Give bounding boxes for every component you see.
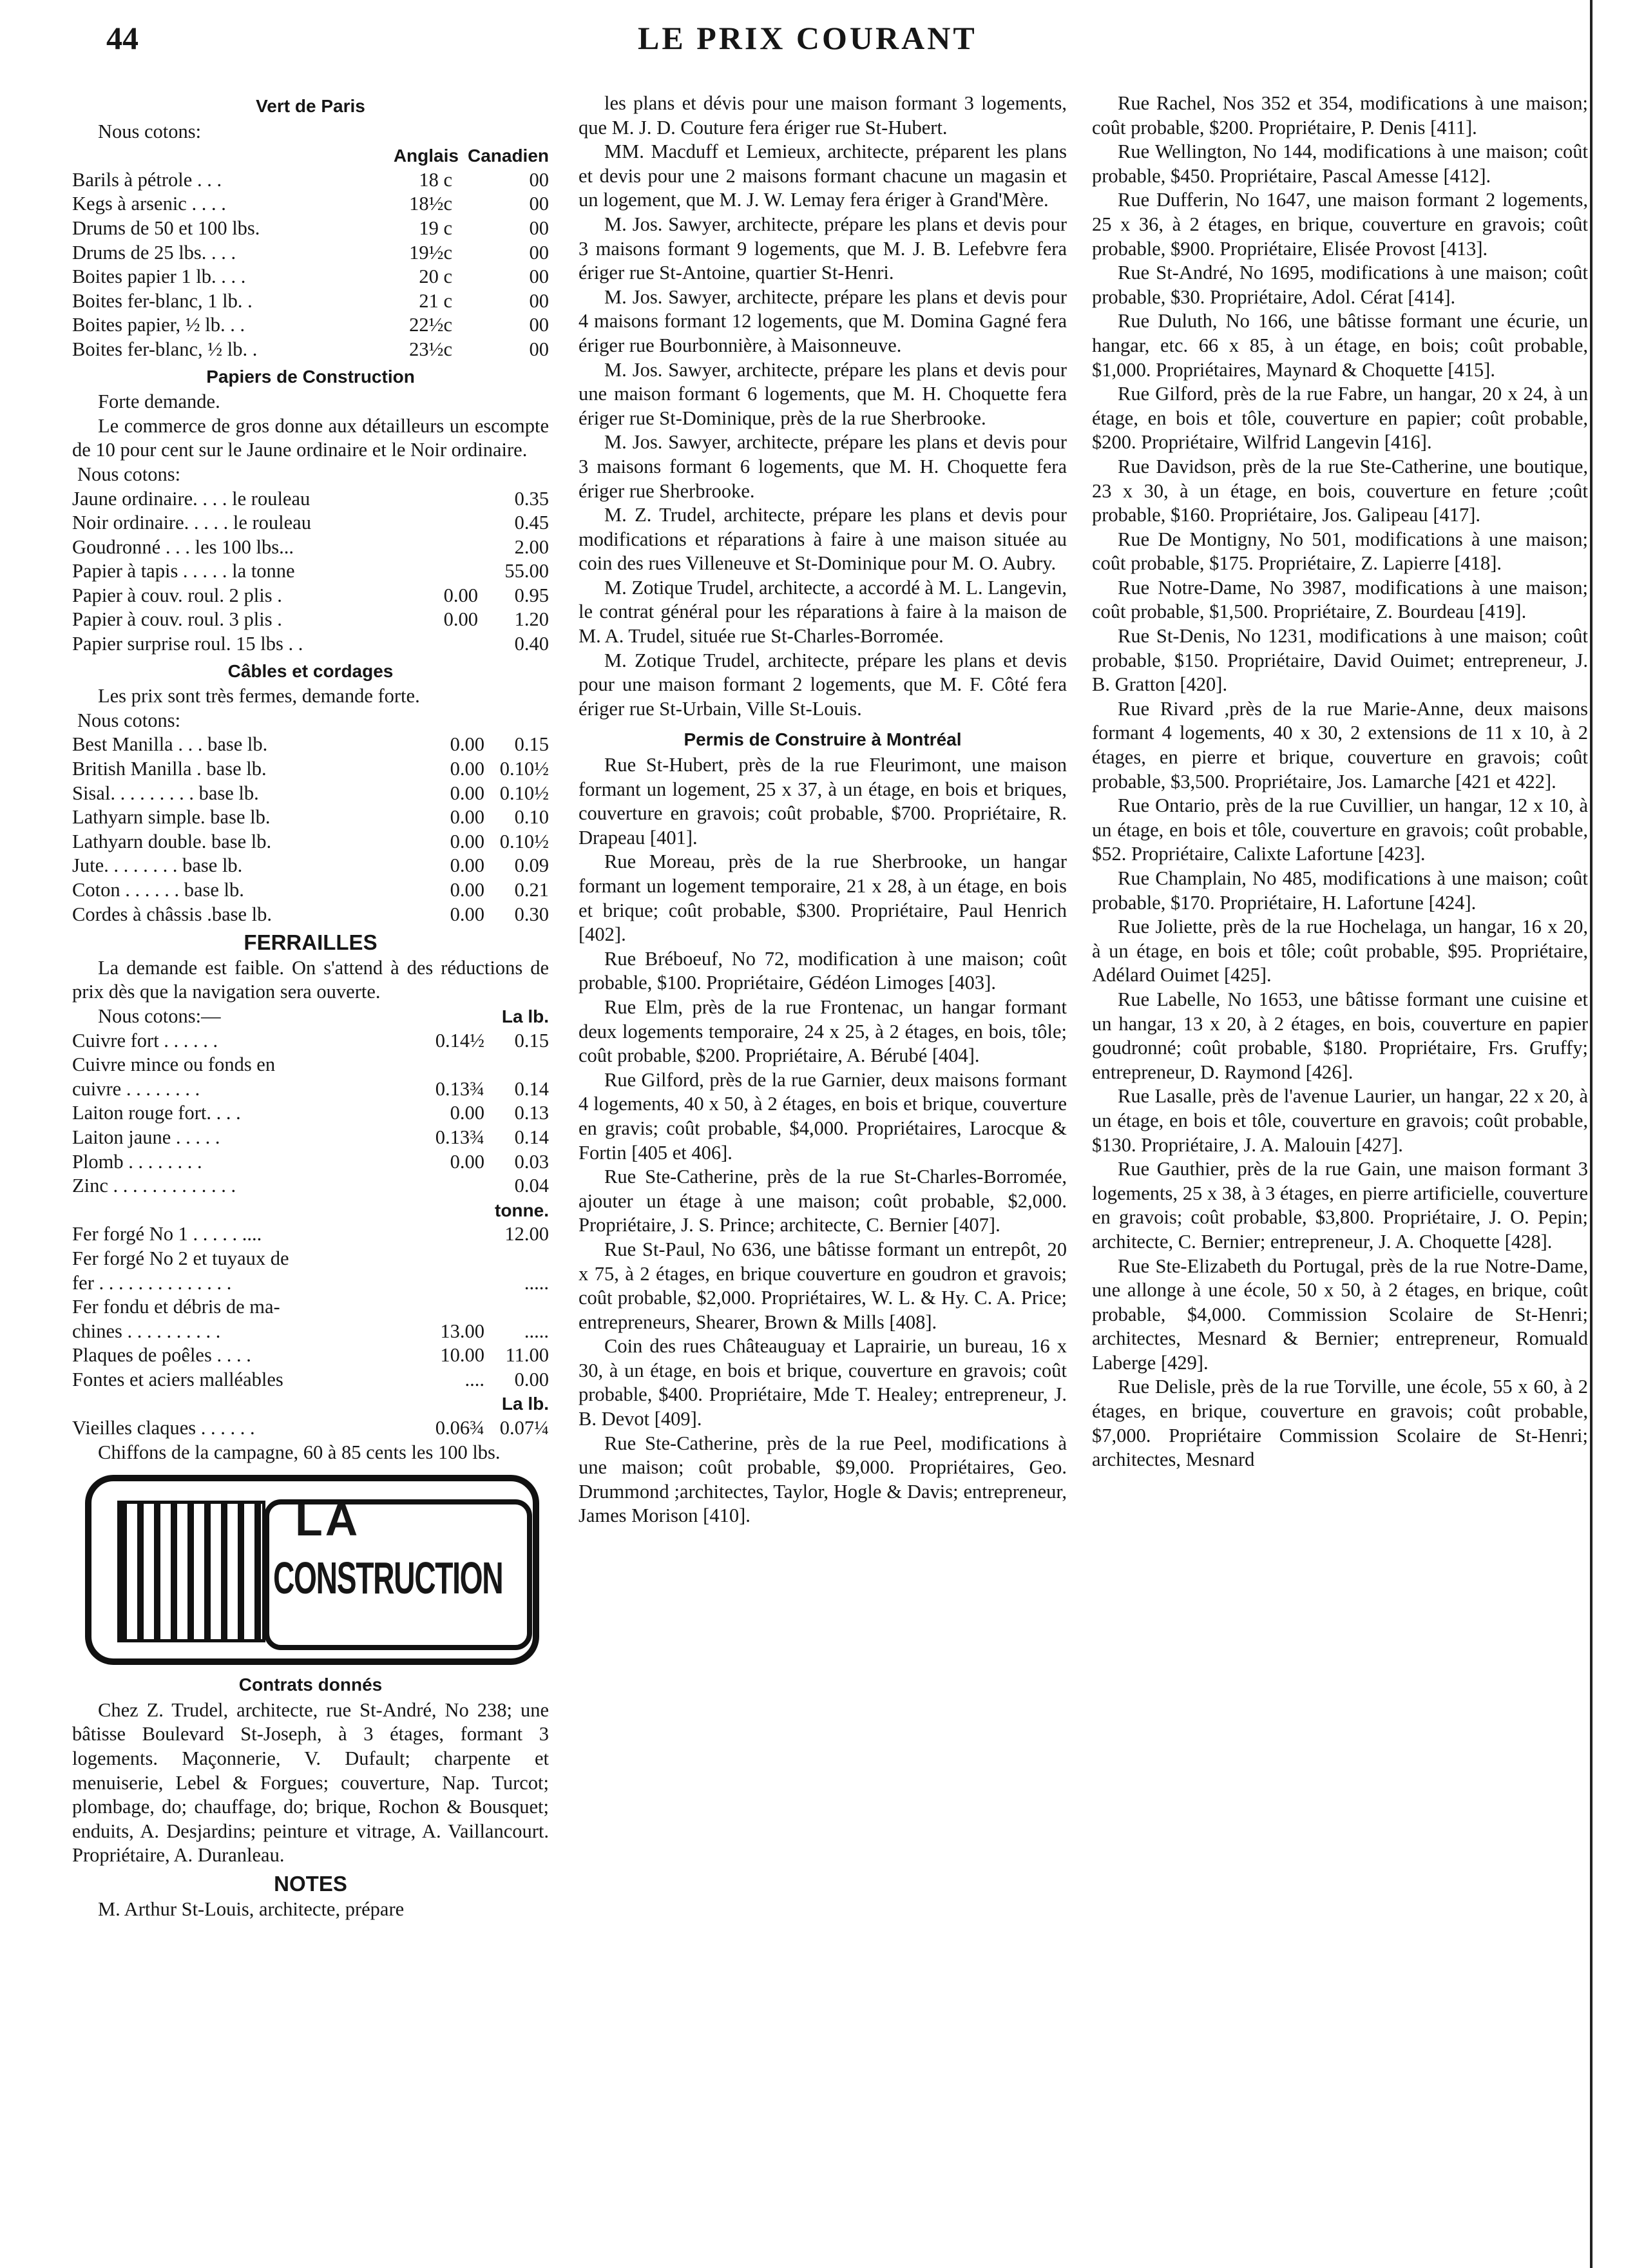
column-3 bbox=[1092, 91, 1588, 1472]
permit-entry: Rue St-Denis, No 1231, modifications à une maison; coût probable, $150. Propriétaire, David Ouimet; entrepreneur, J. B. Gratton [420]. bbox=[1092, 625, 1588, 696]
price-row bbox=[72, 192, 549, 216]
price-b: ..... bbox=[524, 1320, 549, 1342]
permit-entry: Rue Duluth, No 166, une bâtisse formant une écurie, un hangar, etc. 66 x 85, à un étage, en bois; coût probable, $1,000. Propriétaires, Maynard & Choquette [415]. bbox=[1092, 310, 1588, 381]
price-row bbox=[72, 1271, 549, 1296]
price-b: 1.20 bbox=[514, 608, 549, 631]
price-b: 00 bbox=[529, 241, 549, 264]
item-label: Best Manilla . . . base lb. bbox=[72, 733, 268, 756]
price-b: 00 bbox=[529, 265, 549, 288]
permit-entry: Rue Moreau, près de la rue Sherbrooke, un hangar formant un logement temporaire, 21 x 28, à un étage, en bois et brique; coût probable, $300. Propriétaire, Paul Henrich [402]. bbox=[579, 850, 1067, 946]
papiers-p1: Forte demande. bbox=[98, 390, 220, 413]
item-label: Plomb . . . . . . . . bbox=[72, 1150, 202, 1173]
price-a bbox=[407, 1053, 484, 1077]
permit-entry: Rue Notre-Dame, No 3987, modifications à une maison; coût probable, $1,500. Propriétaire, Z. Bourdeau [419]. bbox=[1092, 576, 1588, 623]
price-b: 11.00 bbox=[505, 1344, 549, 1367]
notes-p1: M. Arthur St-Louis, architecte, prépare bbox=[98, 1898, 405, 1920]
permit-entry: Rue Ontario, près de la rue Cuvillier, un hangar, 12 x 10, à un étage, en bois et tôle, couverture en gravois; coût probable, $52. Propriétaire, Calixte Lafortune [423]. bbox=[1092, 794, 1588, 865]
price-row bbox=[72, 1368, 549, 1392]
price-row bbox=[72, 313, 549, 338]
column-1 bbox=[72, 91, 549, 1921]
permit-entry: Rue Gauthier, près de la rue Gain, une maison formant 3 logements, 25 x 38, à 3 étages, en pierre artificielle, couverture en gravois; coût probable, $3,800. Propriétaire, J. O. Pepin; architecte, C. Bernier; entrepreneur, J. A. Choquette [428]. bbox=[1092, 1158, 1588, 1253]
price-a: 20 c bbox=[419, 265, 452, 288]
price-a: 0.00 bbox=[443, 608, 478, 631]
price-a bbox=[401, 511, 478, 535]
price-a: 19 c bbox=[419, 216, 452, 239]
price-row bbox=[72, 289, 549, 314]
permit-entry: Rue Wellington, No 144, modifications à une maison; coût probable, $450. Propriétaire, Pascal Amesse [412]. bbox=[1092, 140, 1588, 187]
item-label: Goudronné . . . les 100 lbs... bbox=[72, 535, 294, 558]
permit-entry: Rue Labelle, No 1653, une bâtisse formant une cuisine et un hangar, 13 x 20, à 2 étages, en bois, couverture en papier goudronné; coût probable, $180. Propriétaire, Frs. Gruffy; entrepreneur, D. Raymond [426]. bbox=[1092, 988, 1588, 1083]
price-b: 0.07¼ bbox=[499, 1417, 549, 1439]
item-label: Cuivre mince ou fonds en bbox=[72, 1053, 276, 1076]
price-b: 0.09 bbox=[514, 854, 549, 877]
price-a bbox=[401, 487, 478, 512]
price-b: 00 bbox=[529, 168, 549, 191]
ferrailles-intro: Nous cotons:— bbox=[98, 1004, 221, 1027]
price-row bbox=[72, 733, 549, 757]
vert-col-headers bbox=[72, 144, 549, 168]
price-a: 0.14½ bbox=[435, 1029, 484, 1052]
item-label: Fer fondu et débris de ma- bbox=[72, 1296, 280, 1318]
price-b: 0.13 bbox=[514, 1102, 549, 1124]
page-edge-rule bbox=[1590, 0, 1593, 2268]
logo-text-box bbox=[264, 1495, 532, 1650]
price-a: 19½c bbox=[409, 241, 452, 264]
price-row bbox=[72, 241, 549, 265]
permis-list-col2 bbox=[579, 753, 1067, 1528]
price-row bbox=[72, 338, 549, 362]
column-2 bbox=[579, 91, 1067, 1528]
section-title-ferrailles: FERRAILLES bbox=[244, 930, 378, 955]
cables-intro: Nous cotons: bbox=[77, 709, 181, 731]
price-row bbox=[72, 265, 549, 289]
cables-p1: Les prix sont très fermes, demande forte. bbox=[98, 685, 420, 707]
ferrailles-table-2 bbox=[72, 1222, 549, 1392]
price-b: 0.10½ bbox=[499, 758, 549, 780]
page-number: 44 bbox=[106, 20, 139, 56]
price-b: 0.15 bbox=[514, 733, 549, 756]
la-construction-logo bbox=[85, 1475, 539, 1665]
permit-entry: Rue Gilford, près de la rue Garnier, deux maisons formant 4 logements, 40 x 50, à 2 étages, en bois et brique, couverture en gravis; coût probable, $4,000. Propriétaires, Larocque & Fortin [405 et 406]. bbox=[579, 1068, 1067, 1164]
price-b: 0.14 bbox=[514, 1077, 549, 1100]
note-paragraph: M. Jos. Sawyer, architecte, prépare les plans et devis pour 3 maisons formant 6 logements, que M. H. Choquette fera ériger rue Sherbrooke. bbox=[579, 431, 1067, 502]
item-label: Cordes à châssis .base lb. bbox=[72, 903, 273, 925]
papiers-table bbox=[72, 487, 549, 657]
note-paragraph: M. Z. Trudel, architecte, prépare les plans et devis pour modifications et réparations à faire à une maison située au coin des rues Villeneuve et St-Dominique pour M. O. Aubry. bbox=[579, 504, 1067, 575]
note-paragraph: MM. Macduff et Lemieux, architecte, préparent les plans et devis pour une 2 maisons formant chacune un magasin et un logement, que M. J. W. Lemay fera ériger à Grand'Mère. bbox=[579, 140, 1067, 211]
price-a: 0.00 bbox=[450, 1102, 484, 1124]
ferrailles-intro-row bbox=[72, 1004, 549, 1029]
item-label: Drums de 50 et 100 lbs. bbox=[72, 216, 260, 239]
price-a: 0.00 bbox=[443, 584, 478, 606]
price-b: 0.04 bbox=[514, 1175, 549, 1197]
price-a: 0.00 bbox=[450, 782, 484, 804]
note-paragraph: M. Zotique Trudel, architecte, prépare les plans et devis pour une maison formant 2 logements, que M. F. Côté fera ériger rue St-Urbain, Ville St-Louis. bbox=[579, 649, 1067, 720]
note-paragraph: les plans et dévis pour une maison formant 3 logements, que M. J. D. Couture fera ériger rue St-Hubert. bbox=[579, 92, 1067, 139]
item-label: British Manilla . base lb. bbox=[72, 758, 267, 780]
price-a: 0.00 bbox=[450, 1150, 484, 1173]
price-row bbox=[72, 878, 549, 903]
price-a: 10.00 bbox=[440, 1344, 484, 1367]
price-a: 18 c bbox=[419, 168, 452, 191]
price-a: 0.00 bbox=[450, 854, 484, 877]
price-row bbox=[72, 1343, 549, 1368]
permit-entry: Rue Elm, près de la rue Frontenac, un hangar formant deux logements temporaire, 24 x 25, à 2 étages, en bois, tôle; coût probable, $200. Propriétaire, A. Bérubé [404]. bbox=[579, 995, 1067, 1067]
price-b: 0.14 bbox=[514, 1126, 549, 1148]
price-b: 0.35 bbox=[514, 487, 549, 510]
permit-entry: Rue Champlain, No 485, modifications à une maison; coût probable, $170. Propriétaire, H. Lafortune [424]. bbox=[1092, 867, 1588, 914]
vert-col-a: Anglais bbox=[393, 146, 459, 166]
permit-entry: Rue Joliette, près de la rue Hochelaga, un hangar, 16 x 20, à un étage, en bois et tôle; coût probable, $95. Propriétaire, Adélard Ouimet [425]. bbox=[1092, 916, 1588, 986]
item-label: Laiton rouge fort. . . . bbox=[72, 1102, 241, 1124]
price-b: 0.21 bbox=[514, 879, 549, 901]
price-row bbox=[72, 1174, 549, 1198]
ferrailles-table-1 bbox=[72, 1029, 549, 1198]
permit-entry: Coin des rues Châteauguay et Laprairie, un bureau, 16 x 30, à un étage, en bois et brique, couverture en gravois; coût probable, $400. Propriétaire, Mde T. Healey; entrepreneur, J. B. Devot [409]. bbox=[579, 1335, 1067, 1430]
item-label: Noir ordinaire. . . . . le rouleau bbox=[72, 512, 311, 534]
price-b: 0.10½ bbox=[499, 830, 549, 852]
price-row bbox=[72, 854, 549, 878]
price-row bbox=[72, 1077, 549, 1102]
price-row bbox=[72, 1222, 549, 1247]
item-label: Cuivre fort . . . . . . bbox=[72, 1029, 218, 1052]
price-row bbox=[72, 1320, 549, 1344]
price-row bbox=[72, 805, 549, 830]
price-row bbox=[72, 216, 549, 241]
price-b: 00 bbox=[529, 314, 549, 336]
price-row bbox=[72, 632, 549, 657]
contrats-p1: Chez Z. Trudel, architecte, rue St-André, No 238; une bâtisse Boulevard St-Joseph, à 3 étages, formant 3 logements. Maçonnerie, V. Dufault; charpente et menuiserie, Lebel & Forgues; couverture, Nap. Turcot; plombage, do; chauffage, do; brique, Rochon & Bousquet; enduits, A. Desjardins; peinture et vitrage, A. Vaillancourt. Propriétaire, A. Duranleau. bbox=[72, 1698, 549, 1867]
section-title-permis: Permis de Construire à Montréal bbox=[684, 729, 962, 750]
permit-entry: Rue Rivard ,près de la rue Marie-Anne, deux maisons formant 4 logements, 40 x 30, 2 extensions de 11 x 10, à 2 étages, en pierre et brique, couverture en gravois; coût probable, $3,500. Propriétaire, Jos. Lamarche [421 et 422]. bbox=[1092, 697, 1588, 793]
permit-entry: Rue Gilford, près de la rue Fabre, un hangar, 20 x 24, à un étage, en bois et tôle, couverture en papier; coût probable, $200. Propriétaire, Wilfrid Langevin [416]. bbox=[1092, 383, 1588, 454]
price-b: 00 bbox=[529, 338, 549, 360]
price-a bbox=[401, 559, 478, 584]
price-a: 0.00 bbox=[450, 879, 484, 901]
price-b bbox=[484, 1295, 549, 1320]
item-label: fer . . . . . . . . . . . . . . bbox=[72, 1271, 232, 1294]
section-title-cables: Câbles et cordages bbox=[227, 660, 394, 681]
item-label: Laiton jaune . . . . . bbox=[72, 1126, 220, 1148]
price-row bbox=[72, 1295, 549, 1320]
price-row bbox=[72, 830, 549, 854]
price-row bbox=[72, 559, 549, 584]
item-label: Lathyarn simple. base lb. bbox=[72, 806, 271, 829]
price-a: 18½c bbox=[409, 193, 452, 215]
ferrailles-unit-2: tonne. bbox=[495, 1200, 549, 1220]
price-a bbox=[407, 1222, 484, 1247]
cables-table bbox=[72, 733, 549, 927]
price-a bbox=[407, 1271, 484, 1296]
price-b: 00 bbox=[529, 289, 549, 312]
permit-entry: Rue St-Paul, No 636, une bâtisse formant un entrepôt, 20 x 75, à 2 étages, en brique couverture en goudron et gravois; coût probable, $2,000. Propriétaires, W. L. & Hy. C. A. Price; entrepreneurs, Shearer, Brown & Mills [408]. bbox=[579, 1238, 1067, 1333]
price-a: 23½c bbox=[409, 338, 452, 360]
vert-table bbox=[72, 168, 549, 362]
price-b: ..... bbox=[524, 1271, 549, 1294]
permit-entry: Rue Rachel, Nos 352 et 354, modifications à une maison; coût probable, $200. Propriétaire, P. Denis [411]. bbox=[1092, 92, 1588, 139]
permit-entry: Rue Lasalle, près de l'avenue Laurier, un hangar, 22 x 20, à un étage, en bois et tôle, couverture en gravois; coût probable, $130. Propriétaire, J. A. Malouin [427]. bbox=[1092, 1085, 1588, 1156]
vert-intro: Nous cotons: bbox=[98, 120, 202, 142]
price-a: 0.00 bbox=[450, 758, 484, 780]
price-a bbox=[407, 1295, 484, 1320]
permit-entry: Rue Ste-Elizabeth du Portugal, près de la rue Notre-Dame, une allonge à une école, 50 x 50, à 2 étages, en brique, coût probable, $4,000. Commission Scolaire de St-Henri; architectes, Mesnard & Bernier; entrepreneur, Romuald Laberge [429]. bbox=[1092, 1254, 1588, 1374]
price-row bbox=[72, 168, 549, 193]
papiers-p2: Le commerce de gros donne aux détailleurs un escompte de 10 pour cent sur le Jaune ordinaire et le Noir ordinaire. bbox=[72, 414, 549, 461]
price-b: 0.45 bbox=[514, 512, 549, 534]
permit-entry: Rue Ste-Catherine, près de la rue Peel, modifications à une maison; coût probable, $9,000. Propriétaires, Geo. Drummond ;architectes, Taylor, Hogle & Davis; entrepreneur, James Morison [410]. bbox=[579, 1432, 1067, 1527]
price-b bbox=[484, 1247, 549, 1271]
price-b: 0.00 bbox=[514, 1368, 549, 1390]
item-label: Drums de 25 lbs. . . . bbox=[72, 241, 236, 264]
ferrailles-p1: La demande est faible. On s'attend à des réductions de prix dès que la navigation sera ouverte. bbox=[72, 956, 549, 1003]
item-label: Plaques de poêles . . . . bbox=[72, 1344, 251, 1367]
section-title-papiers: Papiers de Construction bbox=[206, 366, 415, 387]
price-b: 0.10½ bbox=[499, 782, 549, 804]
price-row bbox=[72, 487, 549, 512]
price-b: 55.00 bbox=[504, 560, 549, 582]
ferrailles-unit-3: La lb. bbox=[501, 1394, 549, 1414]
permis-list-col3 bbox=[1092, 91, 1588, 1472]
notes-continued bbox=[579, 91, 1067, 721]
price-b: 0.95 bbox=[514, 584, 549, 606]
permit-entry: Rue Bréboeuf, No 72, modification à une maison; coût probable, $100. Propriétaire, Gédéon Limoges [403]. bbox=[579, 947, 1067, 994]
price-row bbox=[72, 903, 549, 927]
item-label: Lathyarn double. base lb. bbox=[72, 830, 272, 852]
note-paragraph: M. Jos. Sawyer, architecte, prépare les plans et devis pour 3 maisons formant 9 logements, que M. J. B. Lefebvre fera ériger rue St-Antoine, quartier St-Henri. bbox=[579, 213, 1067, 284]
price-row bbox=[72, 535, 549, 560]
permit-entry: Rue St-Hubert, près de la rue Fleurimont, une maison formant un logement, 25 x 37, à un étage, en bois et briques, couverture en gravois; coût probable, $700. Propriétaire, R. Drapeau [401]. bbox=[579, 754, 1067, 849]
section-title-contrats: Contrats donnés bbox=[238, 1675, 383, 1695]
note-paragraph: M. Zotique Trudel, architecte, a accordé à M. L. Langevin, le contrat général pour les réparations à faire à la maison de M. A. Trudel, située rue St-Charles-Borromée. bbox=[579, 576, 1067, 648]
note-paragraph: M. Jos. Sawyer, architecte, prépare les plans et devis pour une maison formant 6 logements, que M. H. Choquette fera ériger rue St-Dominique, près de la rue Sherbrooke. bbox=[579, 358, 1067, 429]
item-label: Boites fer-blanc, ½ lb. . bbox=[72, 338, 258, 360]
price-b: 00 bbox=[529, 216, 549, 239]
price-b: 0.03 bbox=[514, 1150, 549, 1173]
ferrailles-table-3 bbox=[72, 1416, 549, 1441]
item-label: Vieilles claques . . . . . . bbox=[72, 1417, 255, 1439]
item-label: Kegs à arsenic . . . . bbox=[72, 193, 226, 215]
price-b: 0.30 bbox=[514, 903, 549, 925]
item-label: Fontes et aciers malléables bbox=[72, 1368, 283, 1390]
item-label: Boites papier, ½ lb. . . bbox=[72, 314, 245, 336]
price-row bbox=[72, 1150, 549, 1175]
item-label: Boites fer-blanc, 1 lb. . bbox=[72, 289, 253, 312]
price-a bbox=[401, 632, 478, 657]
price-a: 13.00 bbox=[440, 1320, 484, 1342]
item-label: Coton . . . . . . base lb. bbox=[72, 879, 244, 901]
price-a: 22½c bbox=[409, 314, 452, 336]
price-a: 21 c bbox=[419, 289, 452, 312]
item-label: Jaune ordinaire. . . . le rouleau bbox=[72, 487, 311, 510]
price-b: 12.00 bbox=[504, 1223, 549, 1245]
item-label: Papier à couv. roul. 3 plis . bbox=[72, 608, 282, 631]
item-label: Fer forgé No 1 . . . . . .... bbox=[72, 1223, 262, 1245]
ferrailles-p2: Chiffons de la campagne, 60 à 85 cents les 100 lbs. bbox=[98, 1441, 501, 1463]
price-b: 0.40 bbox=[514, 633, 549, 655]
page-title: LE PRIX COURANT bbox=[638, 20, 977, 56]
building-illustration bbox=[117, 1501, 265, 1642]
item-label: Papier à couv. roul. 2 plis . bbox=[72, 584, 282, 606]
price-row bbox=[72, 1126, 549, 1150]
permit-entry: Rue Davidson, près de la rue Ste-Catherine, une boutique, 23 x 30, à un étage, en bois, couverture en feture ;coût probable, $160. Propriétaire, Jos. Galipeau [417]. bbox=[1092, 455, 1588, 526]
item-label: Zinc . . . . . . . . . . . . . bbox=[72, 1175, 236, 1197]
price-a: 0.06¾ bbox=[435, 1417, 484, 1439]
permit-entry: Rue Dufferin, No 1647, une maison formant 2 logements, 25 x 36, à 2 étages, en brique, couverture en gravois; coût probable, $900. Propriétaire, Elisée Provost [413]. bbox=[1092, 189, 1588, 260]
price-a: 0.13¾ bbox=[435, 1126, 484, 1148]
price-a bbox=[401, 535, 478, 560]
logo-la: LA bbox=[295, 1495, 361, 1546]
price-row bbox=[72, 782, 549, 806]
permit-entry: Rue Delisle, près de la rue Torville, une école, 55 x 60, à 2 étages, en brique, couverture en gravois; coût probable, $7,000. Propriétaire Commission Scolaire de St-Henri; architectes, Mesnard bbox=[1092, 1376, 1588, 1471]
price-row bbox=[72, 1247, 549, 1271]
section-title-vert: Vert de Paris bbox=[256, 96, 365, 116]
price-a: 0.13¾ bbox=[435, 1077, 484, 1100]
note-paragraph: M. Jos. Sawyer, architecte, prépare les plans et devis pour 4 maisons formant 12 logements, que M. Domina Gagné fera ériger rue Bourbonnière, à Maisonneuve. bbox=[579, 285, 1067, 356]
item-label: Barils à pétrole . . . bbox=[72, 168, 222, 191]
price-a: 0.00 bbox=[450, 733, 484, 756]
price-b: 00 bbox=[529, 193, 549, 215]
price-a: 0.00 bbox=[450, 830, 484, 852]
permit-entry: Rue Ste-Catherine, près de la rue St-Charles-Borromée, ajouter un étage à une maison; coût probable, $2,000. Propriétaire, J. S. Prince; architecte, C. Bernier [407]. bbox=[579, 1166, 1067, 1236]
price-b bbox=[484, 1053, 549, 1077]
vert-col-b: Canadien bbox=[467, 146, 549, 166]
price-row bbox=[72, 1101, 549, 1126]
item-label: cuivre . . . . . . . . bbox=[72, 1077, 200, 1100]
item-label: Fer forgé No 2 et tuyaux de bbox=[72, 1247, 289, 1269]
permit-entry: Rue De Montigny, No 501, modifications à une maison; coût probable, $175. Propriétaire, Z. Lapierre [418]. bbox=[1092, 528, 1588, 575]
price-b: 0.15 bbox=[514, 1029, 549, 1052]
item-label: chines . . . . . . . . . . bbox=[72, 1320, 221, 1342]
item-label: Papier à tapis . . . . . la tonne bbox=[72, 560, 295, 582]
logo-construction: CONSTRUCTION bbox=[273, 1553, 503, 1604]
price-row bbox=[72, 608, 549, 632]
price-a: .... bbox=[464, 1368, 484, 1390]
section-title-notes: NOTES bbox=[274, 1872, 347, 1896]
price-row bbox=[72, 1029, 549, 1053]
item-label: Boites papier 1 lb. . . . bbox=[72, 265, 246, 288]
price-a: 0.00 bbox=[450, 903, 484, 925]
item-label: Jute. . . . . . . . base lb. bbox=[72, 854, 243, 877]
price-b: 0.10 bbox=[514, 806, 549, 829]
price-a bbox=[407, 1174, 484, 1198]
price-row bbox=[72, 1416, 549, 1441]
ferrailles-unit-1: La lb. bbox=[501, 1006, 549, 1026]
item-label: Papier surprise roul. 15 lbs . . bbox=[72, 633, 303, 655]
price-row bbox=[72, 584, 549, 608]
price-a: 0.00 bbox=[450, 806, 484, 829]
permit-entry: Rue St-André, No 1695, modifications à une maison; coût probable, $30. Propriétaire, Adol. Cérat [414]. bbox=[1092, 262, 1588, 308]
price-row bbox=[72, 757, 549, 782]
price-a bbox=[407, 1247, 484, 1271]
price-b: 2.00 bbox=[514, 535, 549, 558]
item-label: Sisal. . . . . . . . . base lb. bbox=[72, 782, 259, 804]
price-row bbox=[72, 1053, 549, 1077]
price-row bbox=[72, 511, 549, 535]
papiers-intro: Nous cotons: bbox=[77, 463, 181, 485]
